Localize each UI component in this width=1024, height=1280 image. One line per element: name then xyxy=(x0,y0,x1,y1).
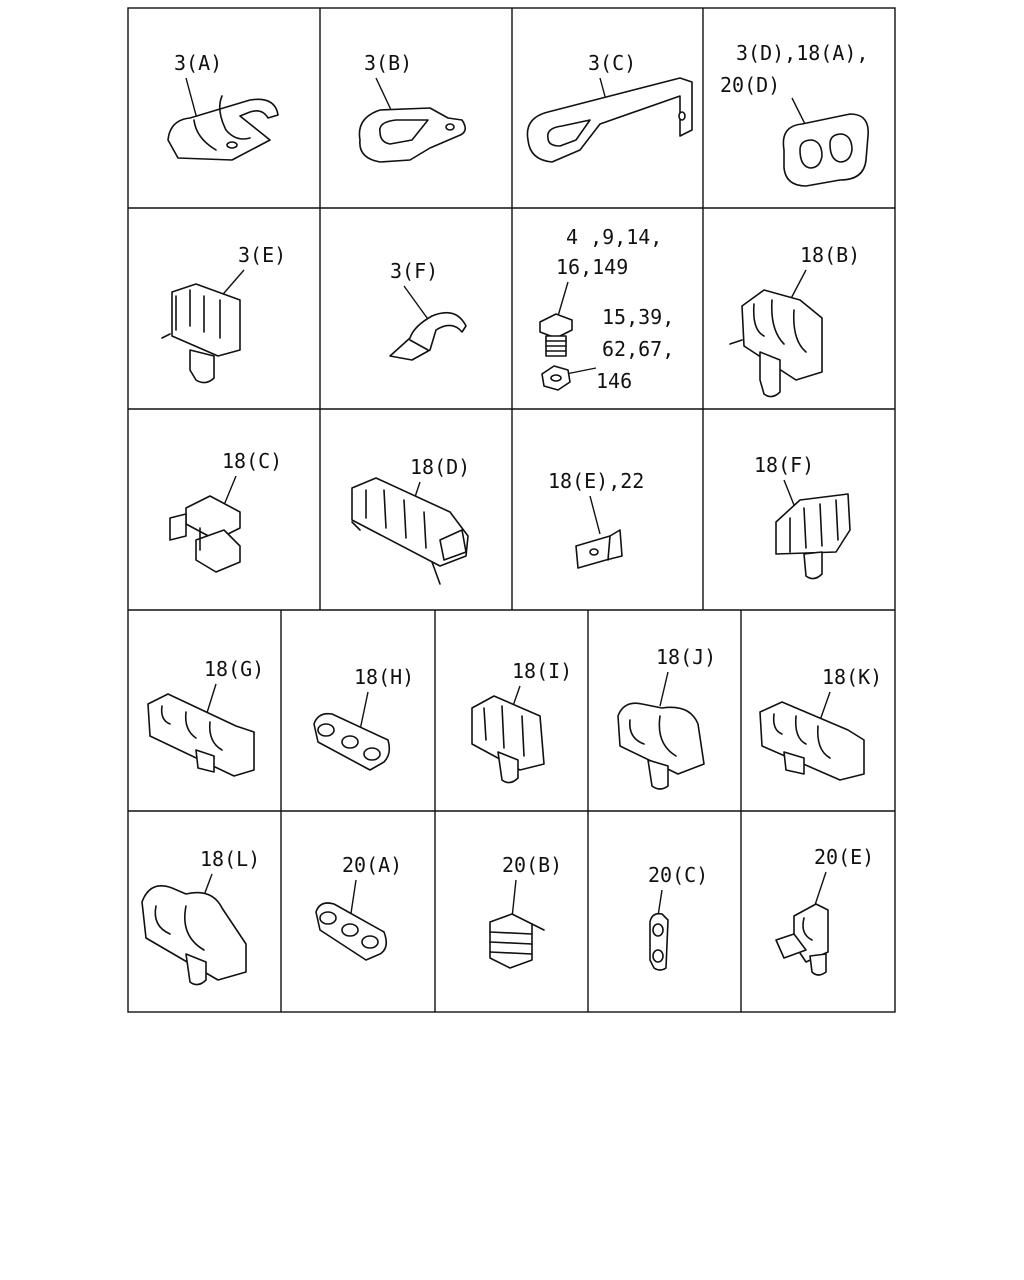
bracket-clamp-icon xyxy=(527,78,692,162)
cell-18l xyxy=(142,847,260,985)
cell-20a xyxy=(316,853,402,960)
pipe-clip-icon xyxy=(168,96,278,160)
triple-lock-clip-icon xyxy=(760,702,864,780)
cell-18c xyxy=(170,449,282,572)
twin-pin-clip-icon xyxy=(472,696,544,783)
twin-clip-icon xyxy=(162,284,240,383)
cell-bolt-nut xyxy=(540,225,674,393)
cell-18j xyxy=(618,645,716,789)
cell-18i xyxy=(472,659,572,783)
loop-clamp-icon xyxy=(359,108,465,162)
part-label-3b: 3(B) xyxy=(364,51,413,75)
triple-pipe-clip-icon xyxy=(352,478,468,584)
cell-18d xyxy=(352,455,470,584)
cell-18b xyxy=(730,243,860,397)
part-label-18b: 18(B) xyxy=(800,243,861,267)
cell-3f xyxy=(390,259,466,360)
part-label-18k: 18(K) xyxy=(822,665,883,689)
part-label-bolt-1: 4 ,9,14, xyxy=(566,225,663,249)
part-label-bolt-2: 16,149 xyxy=(556,255,629,279)
double-saddle-clip-icon xyxy=(618,703,704,789)
part-label-3e: 3(E) xyxy=(238,243,287,267)
part-label-20b: 20(B) xyxy=(502,853,563,877)
part-label-18d: 18(D) xyxy=(410,455,471,479)
cell-18f xyxy=(754,453,850,579)
flange-nut-icon xyxy=(542,366,570,390)
cell-18e-22 xyxy=(548,469,644,568)
quad-pipe-clip-icon xyxy=(776,494,850,579)
push-pin-clip-icon xyxy=(776,904,828,975)
bracket-plate-icon xyxy=(576,530,622,568)
cell-3b xyxy=(359,51,465,162)
part-label-18h: 18(H) xyxy=(354,665,415,689)
large-double-clip-icon xyxy=(142,886,246,985)
cell-20c xyxy=(648,863,708,970)
part-label-nut-3: 146 xyxy=(596,369,633,393)
cell-18k xyxy=(760,665,882,780)
part-label-3d-18a: 3(D),18(A), xyxy=(736,41,869,65)
triple-saddle-clip-icon xyxy=(148,694,254,776)
part-label-18f: 18(F) xyxy=(754,453,815,477)
retainer-clip-icon xyxy=(170,496,240,572)
part-label-20a: 20(A) xyxy=(342,853,403,877)
part-label-20c: 20(C) xyxy=(648,863,709,887)
cell-3c xyxy=(527,51,692,162)
part-label-nut-2: 62,67, xyxy=(602,337,675,361)
part-label-3c: 3(C) xyxy=(588,51,637,75)
part-label-18i: 18(I) xyxy=(512,659,573,683)
part-label-18l: 18(L) xyxy=(200,847,261,871)
cell-20b xyxy=(490,853,562,968)
double-pipe-clip-icon xyxy=(783,114,868,186)
cell-20e xyxy=(776,845,874,975)
part-label-3f: 3(F) xyxy=(390,259,439,283)
saddle-clamp-icon xyxy=(390,313,466,360)
part-label-18g: 18(G) xyxy=(204,657,265,681)
part-label-18c: 18(C) xyxy=(222,449,283,473)
cell-3a xyxy=(168,51,278,160)
cell-18h xyxy=(314,665,414,770)
part-label-18j: 18(J) xyxy=(656,645,717,669)
part-label-3a: 3(A) xyxy=(174,51,223,75)
part-label-nut-1: 15,39, xyxy=(602,305,675,329)
stacked-clip-icon xyxy=(490,914,544,968)
multi-pipe-clip-icon xyxy=(730,290,822,397)
triple-snap-clip-icon xyxy=(314,714,389,770)
single-line-clip-icon xyxy=(650,914,668,970)
part-label-20d: 20(D) xyxy=(720,73,781,97)
cell-3e xyxy=(162,243,286,383)
flange-bolt-icon xyxy=(540,314,572,356)
part-label-18e-22: 18(E),22 xyxy=(548,469,645,493)
part-label-20e: 20(E) xyxy=(814,845,875,869)
cell-18g xyxy=(148,657,264,776)
cell-3d-18a-20d xyxy=(720,41,868,186)
